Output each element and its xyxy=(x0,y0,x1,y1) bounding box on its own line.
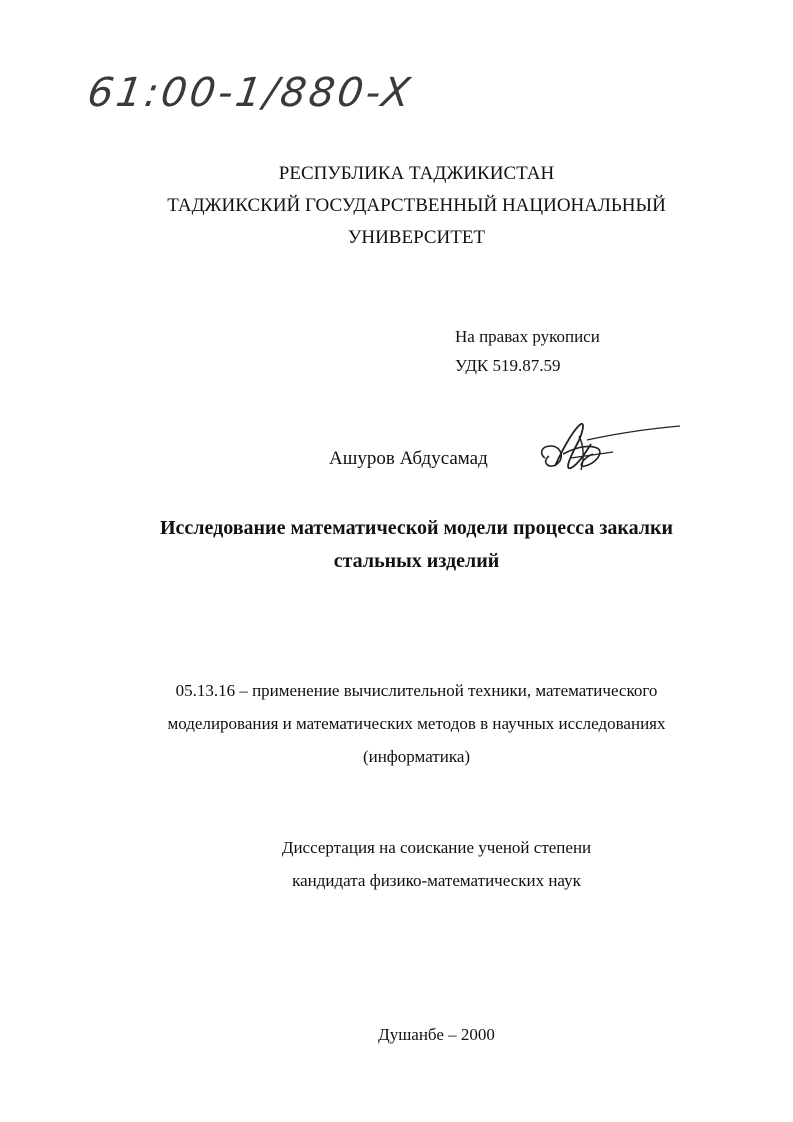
archive-code-handwritten: 61:00-1/880-X xyxy=(84,70,416,116)
manuscript-rights: На правах рукописи xyxy=(455,327,600,346)
degree-block xyxy=(0,831,793,897)
manuscript-rights-block xyxy=(455,322,600,380)
specialty-line2: моделирования и математических методов в научных исследованиях xyxy=(167,714,666,733)
author-name: Ашуров Абдусамад xyxy=(329,448,488,469)
specialty-block xyxy=(0,674,793,773)
header-university-line2: УНИВЕРСИТЕТ xyxy=(347,227,486,248)
institution-header xyxy=(0,158,793,254)
degree-line1: Диссертация на соискание ученой степени xyxy=(281,838,592,857)
signature-icon xyxy=(535,414,685,484)
title-line2: стальных изделий xyxy=(333,550,500,572)
city-year xyxy=(0,1025,793,1045)
specialty-line3: (информатика) xyxy=(362,747,471,766)
header-university-line1: ТАДЖИКСКИЙ ГОСУДАРСТВЕННЫЙ НАЦИОНАЛЬНЫЙ xyxy=(167,195,666,216)
city-year-text: Душанбе – 2000 xyxy=(378,1025,495,1044)
title-line1: Исследование математической модели процесса закалки xyxy=(159,517,674,539)
degree-line2: кандидата физико-математических наук xyxy=(292,871,581,890)
udc-code: УДК 519.87.59 xyxy=(455,356,561,375)
header-country: РЕСПУБЛИКА ТАДЖИКИСТАН xyxy=(278,163,555,184)
dissertation-title xyxy=(0,512,793,578)
specialty-line1: 05.13.16 – применение вычислительной техники, математического xyxy=(175,681,658,700)
